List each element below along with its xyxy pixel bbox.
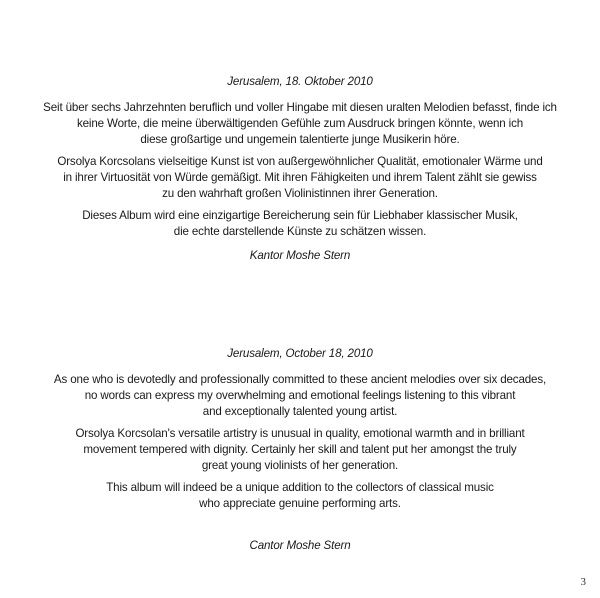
german-letter — [20, 74, 580, 264]
text-line: As one who is devotedly and professionally committed to these ancient melodies over six decades, — [53, 373, 547, 386]
english-signature: Cantor Moshe Stern — [249, 539, 351, 552]
text-line: Seit über sechs Jahrzehnten beruflich und voller Hingabe mit diesen uralten Melodien befasst, finde ich — [43, 101, 557, 114]
german-paragraph-2 — [20, 154, 580, 202]
text-line: and exceptionally talented young artist. — [202, 405, 398, 418]
text-line: zu den wahrhaft großen Violinistinnen ihrer Generation. — [162, 187, 438, 200]
text-line: no words can express my overwhelming and emotional feelings listening to this vibrant — [84, 389, 516, 402]
text-line: Orsolya Korcsolans vielseitige Kunst ist von außergewöhnlicher Qualität, emotionaler Wärme und — [57, 155, 543, 168]
text-line: Dieses Album wird eine einzigartige Bereicherung sein für Liebhaber klassischer Musik, — [82, 209, 518, 222]
text-line: movement tempered with dignity. Certainly her skill and talent put her amongst the truly — [83, 443, 517, 456]
text-line: who appreciate genuine performing arts. — [199, 497, 401, 510]
text-line: die echte darstellende Künste zu schätzen wissen. — [173, 225, 427, 238]
german-paragraph-1 — [20, 100, 580, 148]
german-date: Jerusalem, 18. Oktober 2010 — [227, 75, 373, 88]
text-line: great young violinists of her generation. — [201, 459, 399, 472]
english-paragraph-1 — [20, 372, 580, 420]
english-letter — [20, 346, 580, 554]
text-line: Orsolya Korcsolan's versatile artistry is unusual in quality, emotional warmth and in brilliant — [75, 427, 525, 440]
english-paragraph-2 — [20, 426, 580, 474]
text-line: keine Worte, die meine überwältigenden Gefühle zum Ausdruck bringen könnte, wenn ich — [76, 117, 524, 130]
english-paragraph-3 — [20, 480, 580, 512]
german-signature: Kantor Moshe Stern — [249, 249, 351, 262]
german-paragraph-3 — [20, 208, 580, 240]
text-line: This album will indeed be a unique addition to the collectors of classical music — [106, 481, 494, 494]
english-date: Jerusalem, October 18, 2010 — [227, 347, 373, 360]
text-line: diese großartige und ungemein talentierte junge Musikerin höre. — [140, 133, 460, 146]
text-line: in ihrer Virtuosität von Würde gemäßigt. Mit ihren Fähigkeiten und ihrem Talent zählt sie gewiss — [63, 171, 537, 184]
page-number: 3 — [580, 576, 586, 588]
